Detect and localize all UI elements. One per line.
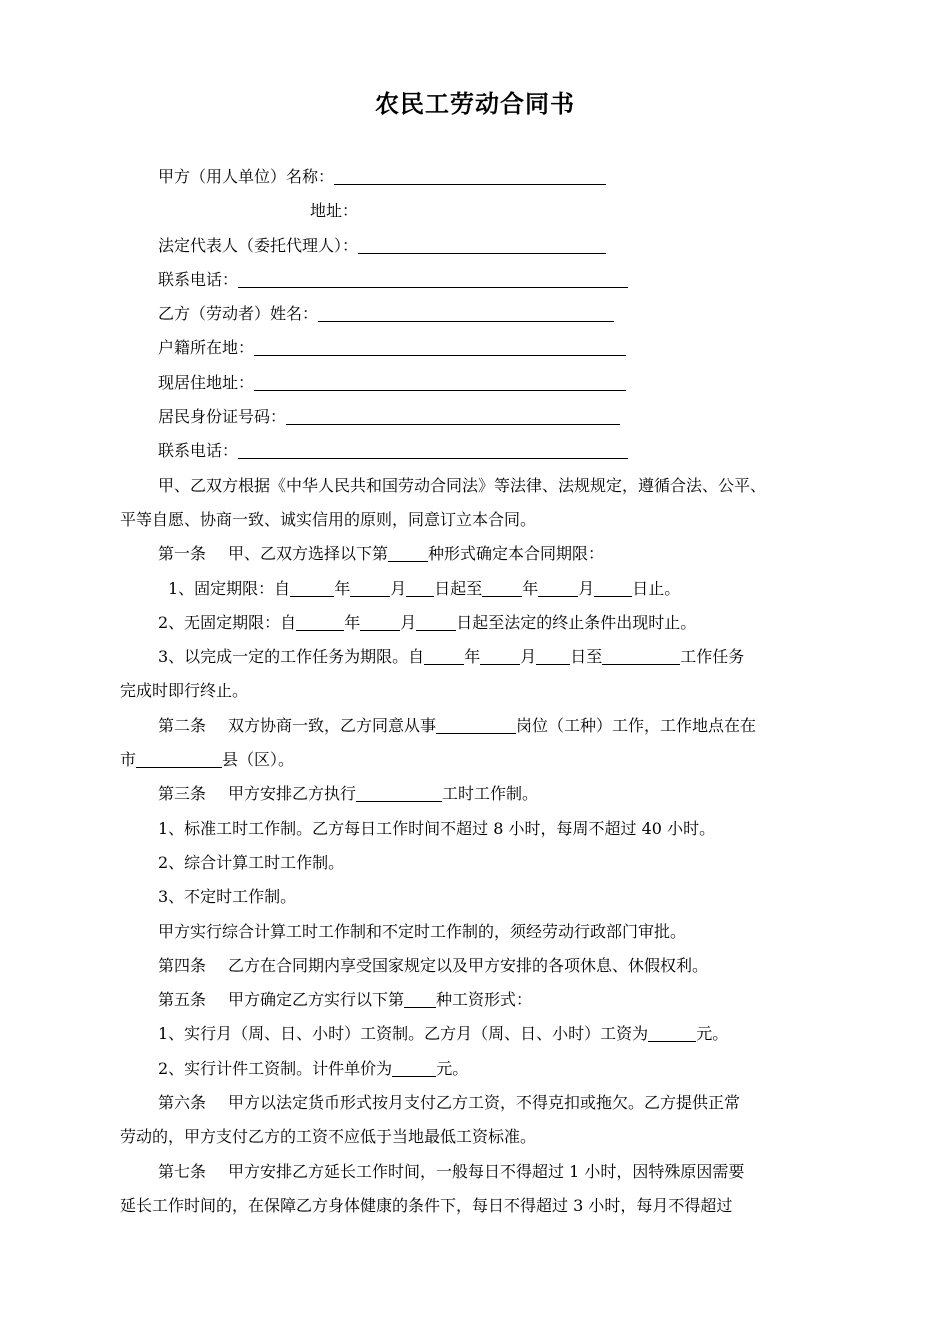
household-label: 户籍所在地： [158, 338, 255, 358]
city-label: 市 [120, 750, 137, 770]
wage-form-blank[interactable] [404, 989, 436, 1008]
opt3-task: 工作任务 [680, 647, 745, 667]
address-label: 地址： [310, 201, 359, 221]
article-6 [120, 1086, 832, 1120]
article-3-item-3: 3、不定时工作制。 [158, 887, 297, 907]
document-title: 农民工劳动合同书 [375, 89, 575, 118]
article-3-text: 甲方安排乙方执行 [228, 784, 357, 804]
residence-line [120, 366, 832, 400]
employer-name-label: 甲方（用人单位）名称： [158, 167, 335, 186]
residence-label: 现居住地址： [158, 372, 255, 392]
article-6-cont: 劳动的，甲方支付乙方的工资不应低于当地最低工资标准。 [120, 1127, 537, 1147]
article-7-cont: 延长工作时间的，在保障乙方身体健康的条件下，每日不得超过 3 小时，每月不得超过 [120, 1195, 733, 1215]
employer-phone-line [120, 263, 832, 297]
opt2-month: 月 [400, 612, 417, 632]
article-1-text-end: 种形式确定本合同期限： [428, 544, 605, 564]
open-start-month-blank[interactable] [360, 612, 400, 631]
opt1-month-2: 月 [578, 578, 595, 598]
id-number-label: 居民身份证号码： [158, 407, 287, 427]
employee-phone-blank[interactable] [238, 440, 628, 459]
id-number-blank[interactable] [286, 406, 620, 425]
wage-item-1-text: 1、实行月（周、日、小时）工资制。乙方月（周、日、小时）工资为 [158, 1024, 649, 1044]
opt1-month: 月 [390, 578, 407, 598]
wage-item-2-text: 2、实行计件工资制。计件单价为 [158, 1058, 393, 1078]
opt2-year: 年 [344, 612, 361, 632]
article-3-text-end: 工时工作制。 [442, 784, 539, 804]
task-start-year-blank[interactable] [424, 646, 464, 665]
article-2-cont [120, 743, 832, 777]
monthly-wage-blank[interactable] [648, 1023, 696, 1042]
task-name-blank[interactable] [602, 646, 680, 665]
article-2-text: 双方协商一致，乙方同意从事 [228, 715, 437, 735]
opt2-end: 日起至法定的终止条件出现时止。 [456, 612, 697, 632]
open-start-day-blank[interactable] [416, 612, 456, 631]
article-5-text-end: 种工资形式： [436, 990, 533, 1010]
term-option-1 [120, 572, 832, 606]
employee-name-blank[interactable] [318, 303, 614, 322]
article-1-text: 甲、乙双方选择以下第 [228, 544, 389, 564]
article-6-text: 甲方以法定货币形式按月支付乙方工资，不得克扣或拖欠。乙方提供正常 [228, 1093, 741, 1113]
term-option-3-cont: 完成时即行终止。 [120, 681, 249, 701]
article-3-item-2: 2、综合计算工时工作制。 [158, 852, 345, 872]
article-1-number: 第一条 [158, 544, 207, 564]
article-2-text-2: 岗位（工种）工作，工作地点在在 [516, 715, 757, 735]
article-7-text: 甲方安排乙方延长工作时间，一般每日不得超过 1 小时，因特殊原因需要 [228, 1161, 745, 1181]
fixed-end-year-blank[interactable] [482, 578, 522, 597]
fixed-end-day-blank[interactable] [594, 578, 632, 597]
position-blank[interactable] [436, 715, 516, 734]
term-form-blank[interactable] [388, 543, 428, 562]
employee-name-line [120, 297, 832, 331]
article-7 [120, 1155, 832, 1189]
article-3 [120, 777, 832, 811]
article-5-text: 甲方确定乙方实行以下第 [228, 990, 405, 1010]
county-label: 县（区）。 [222, 750, 295, 770]
article-5-item-2 [120, 1052, 832, 1086]
article-3-number: 第三条 [158, 784, 207, 804]
employer-phone-blank[interactable] [238, 269, 628, 288]
employer-phone-label: 联系电话： [158, 269, 239, 289]
article-1-heading [120, 537, 832, 571]
task-start-month-blank[interactable] [480, 646, 520, 665]
household-line [120, 331, 832, 365]
article-4-number: 第四条 [158, 955, 207, 975]
wage-item-2-unit: 元。 [436, 1058, 469, 1078]
article-6-number: 第六条 [158, 1093, 207, 1113]
article-5 [120, 983, 832, 1017]
city-blank[interactable] [136, 749, 222, 768]
employee-phone-label: 联系电话： [158, 441, 239, 461]
legal-rep-line [120, 229, 832, 263]
wage-item-1-unit: 元。 [696, 1024, 729, 1044]
fixed-end-month-blank[interactable] [538, 578, 578, 597]
article-3-item-1: 1、标准工时工作制。乙方每日工作时间不超过 8 小时，每周不超过 40 小时。 [158, 818, 716, 838]
fixed-start-year-blank[interactable] [290, 578, 334, 597]
article-5-number: 第五条 [158, 990, 207, 1010]
article-2 [120, 709, 832, 743]
article-3-note: 甲方实行综合计算工时工作制和不定时工作制的，须经劳动行政部门审批。 [158, 921, 687, 941]
fixed-start-day-blank[interactable] [406, 578, 434, 597]
preamble-line-1: 甲、乙双方根据《中华人民共和国劳动合同法》等法律、法规规定，遵循合法、公平、 [158, 475, 767, 495]
opt3-to: 日至 [570, 647, 603, 667]
open-start-year-blank[interactable] [296, 612, 344, 631]
household-blank[interactable] [254, 337, 626, 356]
residence-blank[interactable] [254, 372, 626, 391]
employee-name-label: 乙方（劳动者）姓名： [158, 304, 319, 324]
legal-rep-label: 法定代表人（委托代理人）： [158, 235, 359, 255]
employer-name-blank[interactable] [334, 166, 606, 185]
work-hours-blank[interactable] [356, 783, 442, 802]
article-2-number: 第二条 [158, 715, 207, 735]
address-line [120, 194, 832, 228]
opt3-text: 3、以完成一定的工作任务为期限。自 [158, 647, 425, 667]
opt1-text: 1、固定期限：自 [168, 578, 291, 598]
fixed-start-month-blank[interactable] [350, 578, 390, 597]
article-5-item-1 [120, 1017, 832, 1051]
opt3-year: 年 [464, 647, 481, 667]
piece-rate-blank[interactable] [392, 1058, 436, 1077]
term-option-3 [120, 640, 832, 674]
article-7-number: 第七条 [158, 1161, 207, 1181]
opt2-text: 2、无固定期限：自 [158, 612, 297, 632]
opt1-year: 年 [334, 578, 351, 598]
term-option-2 [120, 606, 832, 640]
preamble-line-2: 平等自愿、协商一致、诚实信用的原则，同意订立本合同。 [120, 509, 537, 529]
opt1-year-2: 年 [522, 578, 539, 598]
employee-phone-line [120, 434, 832, 468]
opt1-to: 日起至 [434, 578, 483, 598]
opt1-end: 日止。 [632, 578, 681, 598]
contract-body [120, 160, 832, 1223]
task-start-day-blank[interactable] [536, 646, 570, 665]
employer-name-line [120, 160, 832, 194]
opt3-month: 月 [520, 647, 537, 667]
article-4 [120, 949, 832, 983]
legal-rep-blank[interactable] [358, 235, 606, 254]
id-number-line [120, 400, 832, 434]
article-4-text: 乙方在合同期内享受国家规定以及甲方安排的各项休息、休假权利。 [228, 955, 709, 975]
